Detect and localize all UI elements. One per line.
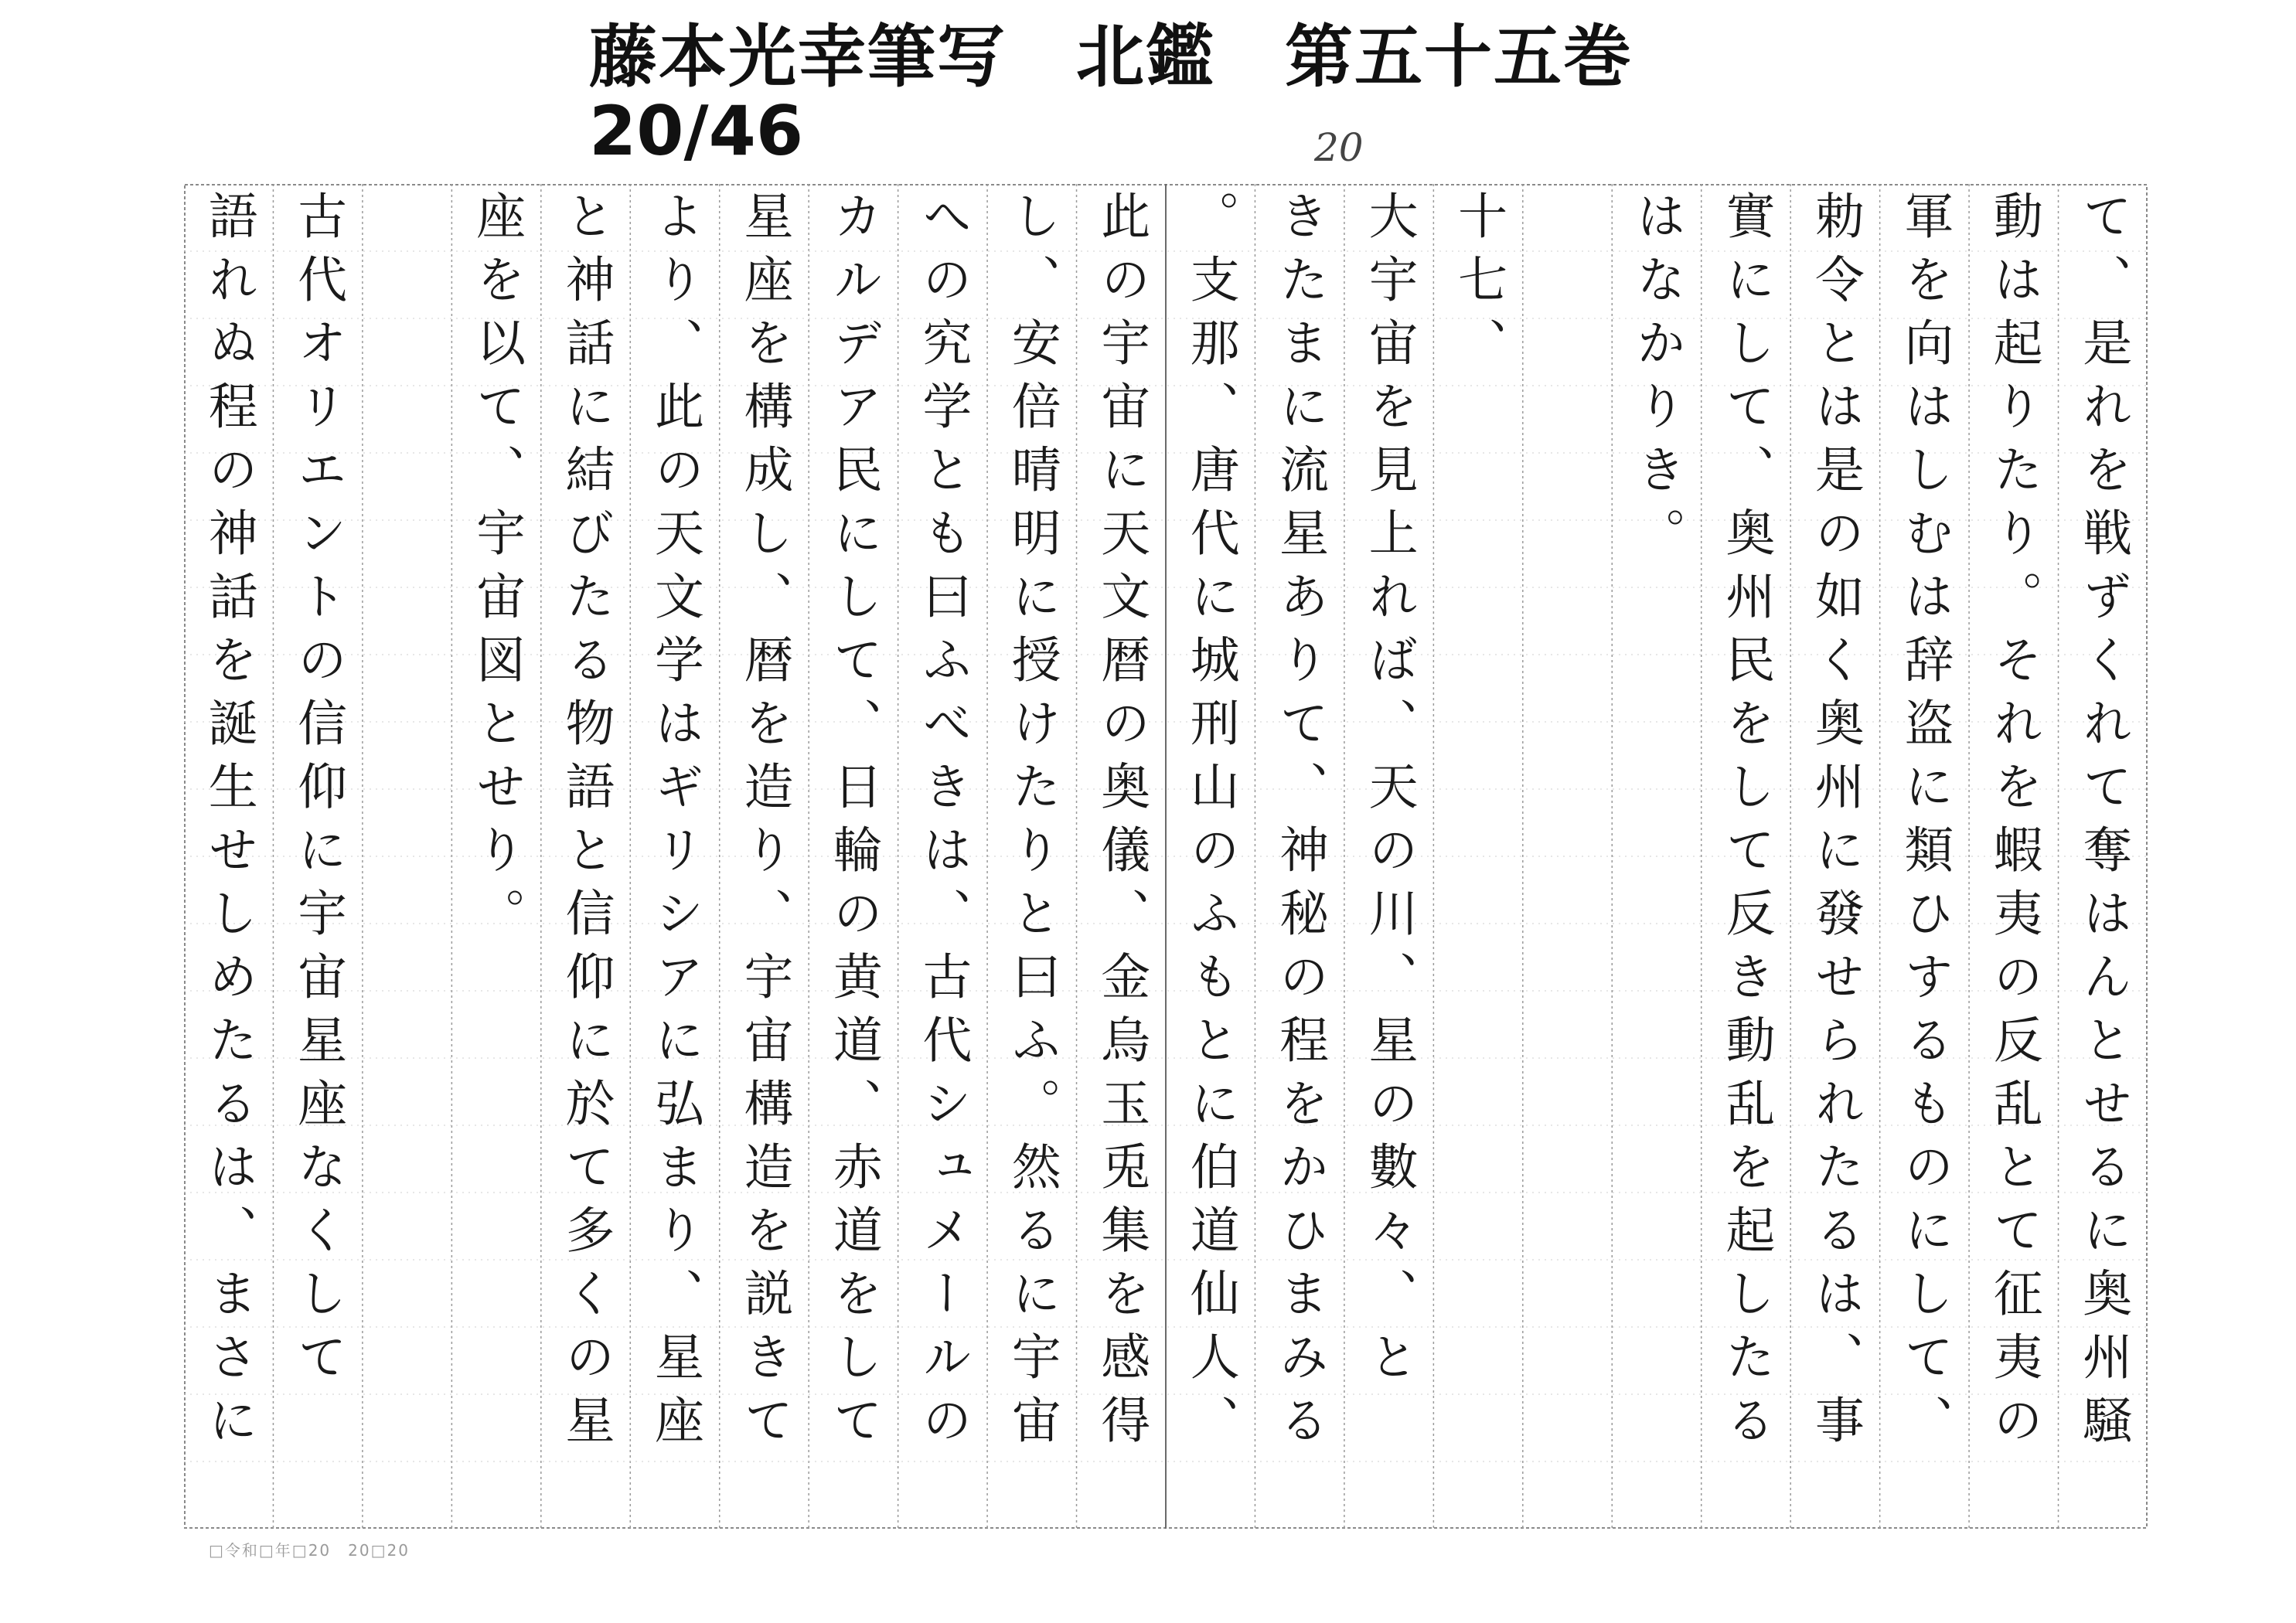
manuscript-column [273,184,362,1529]
manuscript-column [987,184,1076,1529]
manuscript-column-text: より、此の天文学はギリシアに弘まり、星座 [646,190,703,1458]
manuscript-sheet [184,184,2148,1529]
manuscript-column [1344,184,1433,1529]
manuscript-column [541,184,630,1529]
manuscript-column [1433,184,1522,1529]
manuscript-column [809,184,898,1529]
manuscript-column [1255,184,1344,1529]
manuscript-column-text: て、是れを戦ずくれて奪はんとせるに奥州騒 [2074,190,2132,1458]
manuscript-column-text: 軍を向はしむは辞盗に類ひするものにして、 [1896,190,1954,1458]
manuscript-column [630,184,719,1529]
manuscript-column-text: 勅令とは是の如く奥州に發せられたるは、事 [1806,190,1864,1458]
manuscript-column [1880,184,1969,1529]
manuscript-column [1612,184,1701,1529]
handwritten-page-number: 20 [1314,125,1364,170]
manuscript-column-text: 古代オリエントの信仰に宇宙星座なくして [289,190,347,1394]
manuscript-column-text: 座を以て、宇宙図とせり。 [468,190,526,951]
manuscript-column [1969,184,2058,1529]
manuscript-column-text: 實にして、奥州民をして反き動乱を起したる [1717,190,1775,1458]
page-indicator: 20/46 [589,91,804,171]
manuscript-column-text: 此の宇宙に天文暦の奥儀、金烏玉兎集を感得 [1092,190,1150,1458]
manuscript-column [1523,184,1612,1529]
manuscript-column [898,184,987,1529]
manuscript-column-text: と神話に結びたる物語と信仰に於て多くの星 [557,190,615,1458]
manuscript-column [720,184,809,1529]
manuscript-column-text: 大宇宙を見上れば、天の川、星の數々、と [1360,190,1418,1394]
manuscript-column-text: 動は起りたり。それを蝦夷の反乱とて征夷の [1984,190,2042,1458]
manuscript-column-text: し、安倍晴明に授けたりと曰ふ。然るに宇宙 [1003,190,1061,1458]
manuscript-column-text: はなかりき。 [1627,190,1685,570]
manuscript-column [1790,184,1879,1529]
manuscript-column-text: 語れぬ程の神話を誕生せしめたるは、まさに [199,190,257,1458]
manuscript-column [1702,184,1790,1529]
manuscript-column [2059,184,2148,1529]
document-title: 藤本光幸筆写 北鑑 第五十五巻 [589,17,1633,97]
manuscript-column [1077,184,1166,1529]
manuscript-column-text: 十七、 [1449,190,1507,380]
manuscript-column-text: 。支那、唐代に城刑山のふもとに伯道仙人、 [1181,190,1239,1458]
manuscript-column [184,184,273,1529]
manuscript-column [363,184,451,1529]
manuscript-column [451,184,540,1529]
manuscript-column-text: きたまに流星ありて、神秘の程をかひまみる [1271,190,1329,1458]
manuscript-column-text: 星座を構成し、暦を造り、宇宙構造を説きて [735,190,793,1458]
manuscript-column [1166,184,1255,1529]
footer-stamp: □令和□年□20 20□20 [209,1541,410,1560]
manuscript-column-text: カルデア民にして、日輪の黄道、赤道をして [824,190,882,1458]
manuscript-column-text: への究学とも曰ふべきは、古代シュメールの [914,190,972,1458]
document-header [589,17,1633,171]
